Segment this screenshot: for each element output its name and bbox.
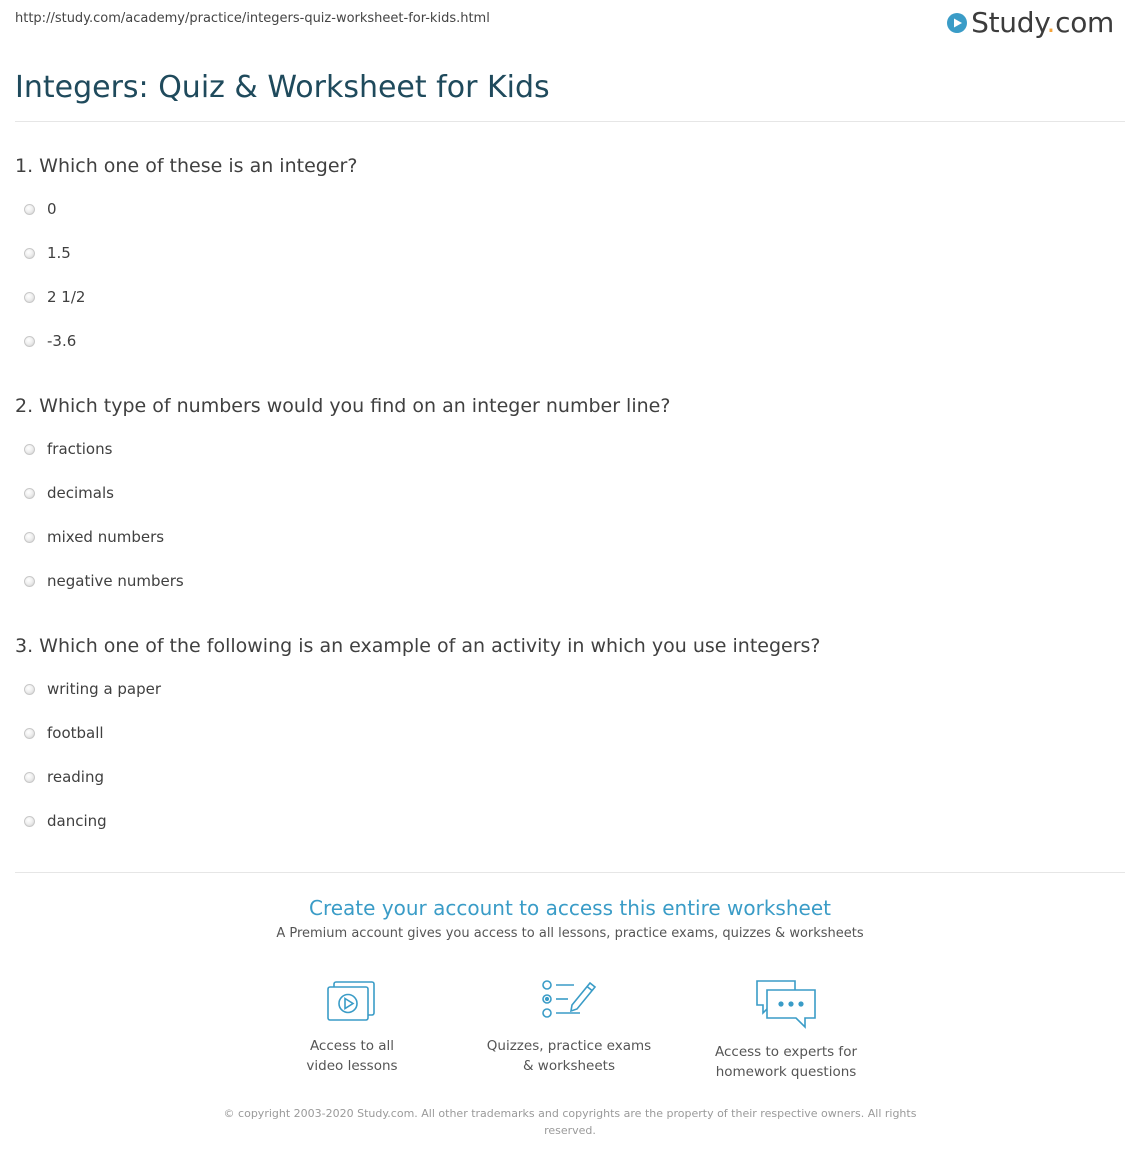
quiz-checklist-icon xyxy=(540,978,598,1024)
radio-button[interactable] xyxy=(24,532,35,543)
q2-option-2[interactable] xyxy=(24,484,114,502)
page-title: Integers: Quiz & Worksheet for Kids xyxy=(15,70,550,105)
create-account-link[interactable]: Create your account to access this entire worksheet xyxy=(309,896,831,920)
question-1: 1. Which one of these is an integer? xyxy=(15,155,358,177)
option-label: negative numbers xyxy=(47,572,184,590)
chat-bubbles-icon xyxy=(753,978,819,1030)
q3-option-3[interactable] xyxy=(24,768,104,786)
divider xyxy=(15,121,1125,122)
option-label: writing a paper xyxy=(47,680,162,698)
logo-text: Study.com xyxy=(971,6,1114,39)
q1-option-2[interactable] xyxy=(24,244,71,262)
q3-option-1[interactable] xyxy=(24,680,161,698)
radio-button[interactable] xyxy=(24,684,35,695)
q3-option-4[interactable] xyxy=(24,812,107,830)
q2-option-1[interactable] xyxy=(24,440,112,458)
q2-option-4[interactable] xyxy=(24,572,184,590)
option-label: 0 xyxy=(47,200,57,218)
feature-video-lessons xyxy=(252,978,452,1076)
radio-button[interactable] xyxy=(24,336,35,347)
feature-experts xyxy=(686,978,886,1082)
radio-button[interactable] xyxy=(24,444,35,455)
option-label: -3.6 xyxy=(47,332,77,350)
option-label: dancing xyxy=(47,812,107,830)
copyright-notice: © copyright 2003-2020 Study.com. All other trademarks and copyrights are the property of their respective owners. All rights reserved. xyxy=(223,1107,917,1137)
radio-button[interactable] xyxy=(24,292,35,303)
study-logo[interactable] xyxy=(946,6,1114,39)
radio-button[interactable] xyxy=(24,816,35,827)
q1-option-1[interactable] xyxy=(24,200,57,218)
q2-option-3[interactable] xyxy=(24,528,164,546)
play-logo-icon xyxy=(946,12,968,34)
question-2: 2. Which type of numbers would you find on an integer number line? xyxy=(15,395,671,417)
feature-label: Access to all video lessons xyxy=(306,1038,398,1074)
q3-option-2[interactable] xyxy=(24,724,104,742)
feature-label: Access to experts for homework questions xyxy=(714,1044,857,1080)
radio-button[interactable] xyxy=(24,728,35,739)
radio-button[interactable] xyxy=(24,248,35,259)
divider xyxy=(15,872,1125,873)
video-lessons-icon xyxy=(325,978,379,1024)
radio-button[interactable] xyxy=(24,488,35,499)
page-url: http://study.com/academy/practice/integers-quiz-worksheet-for-kids.html xyxy=(15,11,490,26)
option-label: decimals xyxy=(47,484,114,502)
question-3: 3. Which one of the following is an example of an activity in which you use integers? xyxy=(15,635,821,657)
option-label: fractions xyxy=(47,440,113,458)
premium-description: A Premium account gives you access to all lessons, practice exams, quizzes & worksheets xyxy=(276,926,864,941)
option-label: football xyxy=(47,724,104,742)
feature-quizzes xyxy=(469,978,669,1076)
q1-option-4[interactable] xyxy=(24,332,76,350)
radio-button[interactable] xyxy=(24,576,35,587)
option-label: mixed numbers xyxy=(47,528,165,546)
radio-button[interactable] xyxy=(24,772,35,783)
feature-label: Quizzes, practice exams & worksheets xyxy=(486,1038,652,1074)
option-label: reading xyxy=(47,768,104,786)
option-label: 2 1/2 xyxy=(47,288,86,306)
radio-button[interactable] xyxy=(24,204,35,215)
q1-option-3[interactable] xyxy=(24,288,85,306)
option-label: 1.5 xyxy=(47,244,71,262)
